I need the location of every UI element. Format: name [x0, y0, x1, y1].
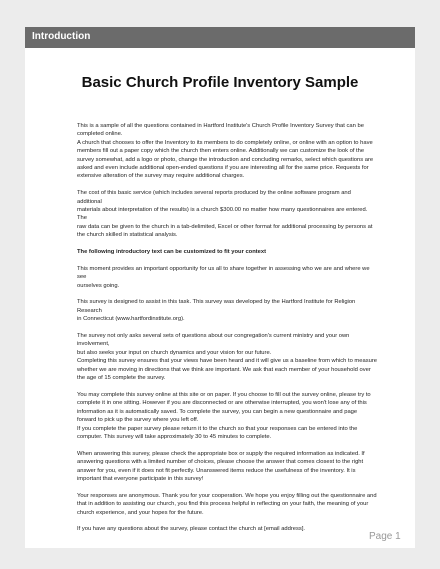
- page-number: Page 1: [369, 531, 401, 542]
- document-body: [77, 122, 377, 542]
- paragraph: The cost of this basic service (which includes several reports produced by the online software program and additional materials about interpretation of the results) is a church $300.00 no matter how many questionnaires are entered. The raw data can be given to the church in a tab-delimited, Excel or other format for additional processing by persons at the church skilled in statistical analysis.: [77, 190, 373, 239]
- paragraph-heading: The following introductory text can be customized to fit your context: [77, 249, 267, 256]
- paragraph: This survey is designed to assist in this task. This survey was developed by the Hartford Institute for Religion Research in Connecticut (www.hartfordinstitute.org).: [77, 299, 356, 323]
- section-title: Introduction: [32, 31, 91, 42]
- paragraph: If you have any questions about the survey, please contact the church at [email address].: [77, 526, 306, 533]
- paragraph: When answering this survey, please check the appropriate box or supply the required information as indicated. If answering questions with a limited number of choices, please choose the answer that comes closest to the right answer for you, even if it does not fit perfectly. Unanswered items reduce the usefulness of the inventory. It is important that everyone participate in this survey!: [77, 450, 365, 482]
- paragraph: This moment provides an important opportunity for us all to share together in assessing who we are and where we see ourselves going.: [77, 265, 370, 289]
- paragraph: The survey not only asks several sets of questions about our congregation's current ministry and your own involvement, but also seeks your input on church dynamics and your vision for our future. Completing this survey ensures that your views have been heard and it will give us a baseline from which to measure whether we are moving in directions that we think are important. We ask that each member of your household over the age of 15 complete the survey.: [77, 333, 377, 382]
- document-title: Basic Church Profile Inventory Sample: [81, 74, 359, 91]
- paragraph: This is a sample of all the questions contained in Hartford Institute's Church Profile Inventory Survey that can be completed online. A church that chooses to offer the Inventory to its members to do completely online, or online with an option to have members fill out a paper copy which the church then enters online. Additionally we can customize the look of the survey somewhat, add a logo or photo, change the introduction and concluding remarks, select which questions are asked and even include additional open-ended questions if you are interesting all for the same price. Requests for extensive alteration of the survey may require additional charges.: [77, 123, 374, 180]
- paragraph: You may complete this survey online at this site or on paper. If you choose to fill out the survey online, please try to complete it in one sitting. However if you are disconnected or are otherwise interrupted, you won't lose any of this information as it is automatically saved. To complete the survey, you can begin a new questionnaire and page forward to pick up the survey where you left off. If you complete the paper survey please return it to the church so that your responses can be entered into the computer. This survey will take approximately 30 to 45 minutes to complete.: [77, 391, 371, 440]
- section-header: [25, 27, 415, 48]
- document-page: [25, 48, 415, 548]
- paragraph: Your responses are anonymous. Thank you for your cooperation. We hope you enjoy filling out the questionnaire and that in addition to assisting our church, you find this process helpful in reflecting on your faith, the meaning of your church experience, and your hopes for the future.: [77, 492, 377, 516]
